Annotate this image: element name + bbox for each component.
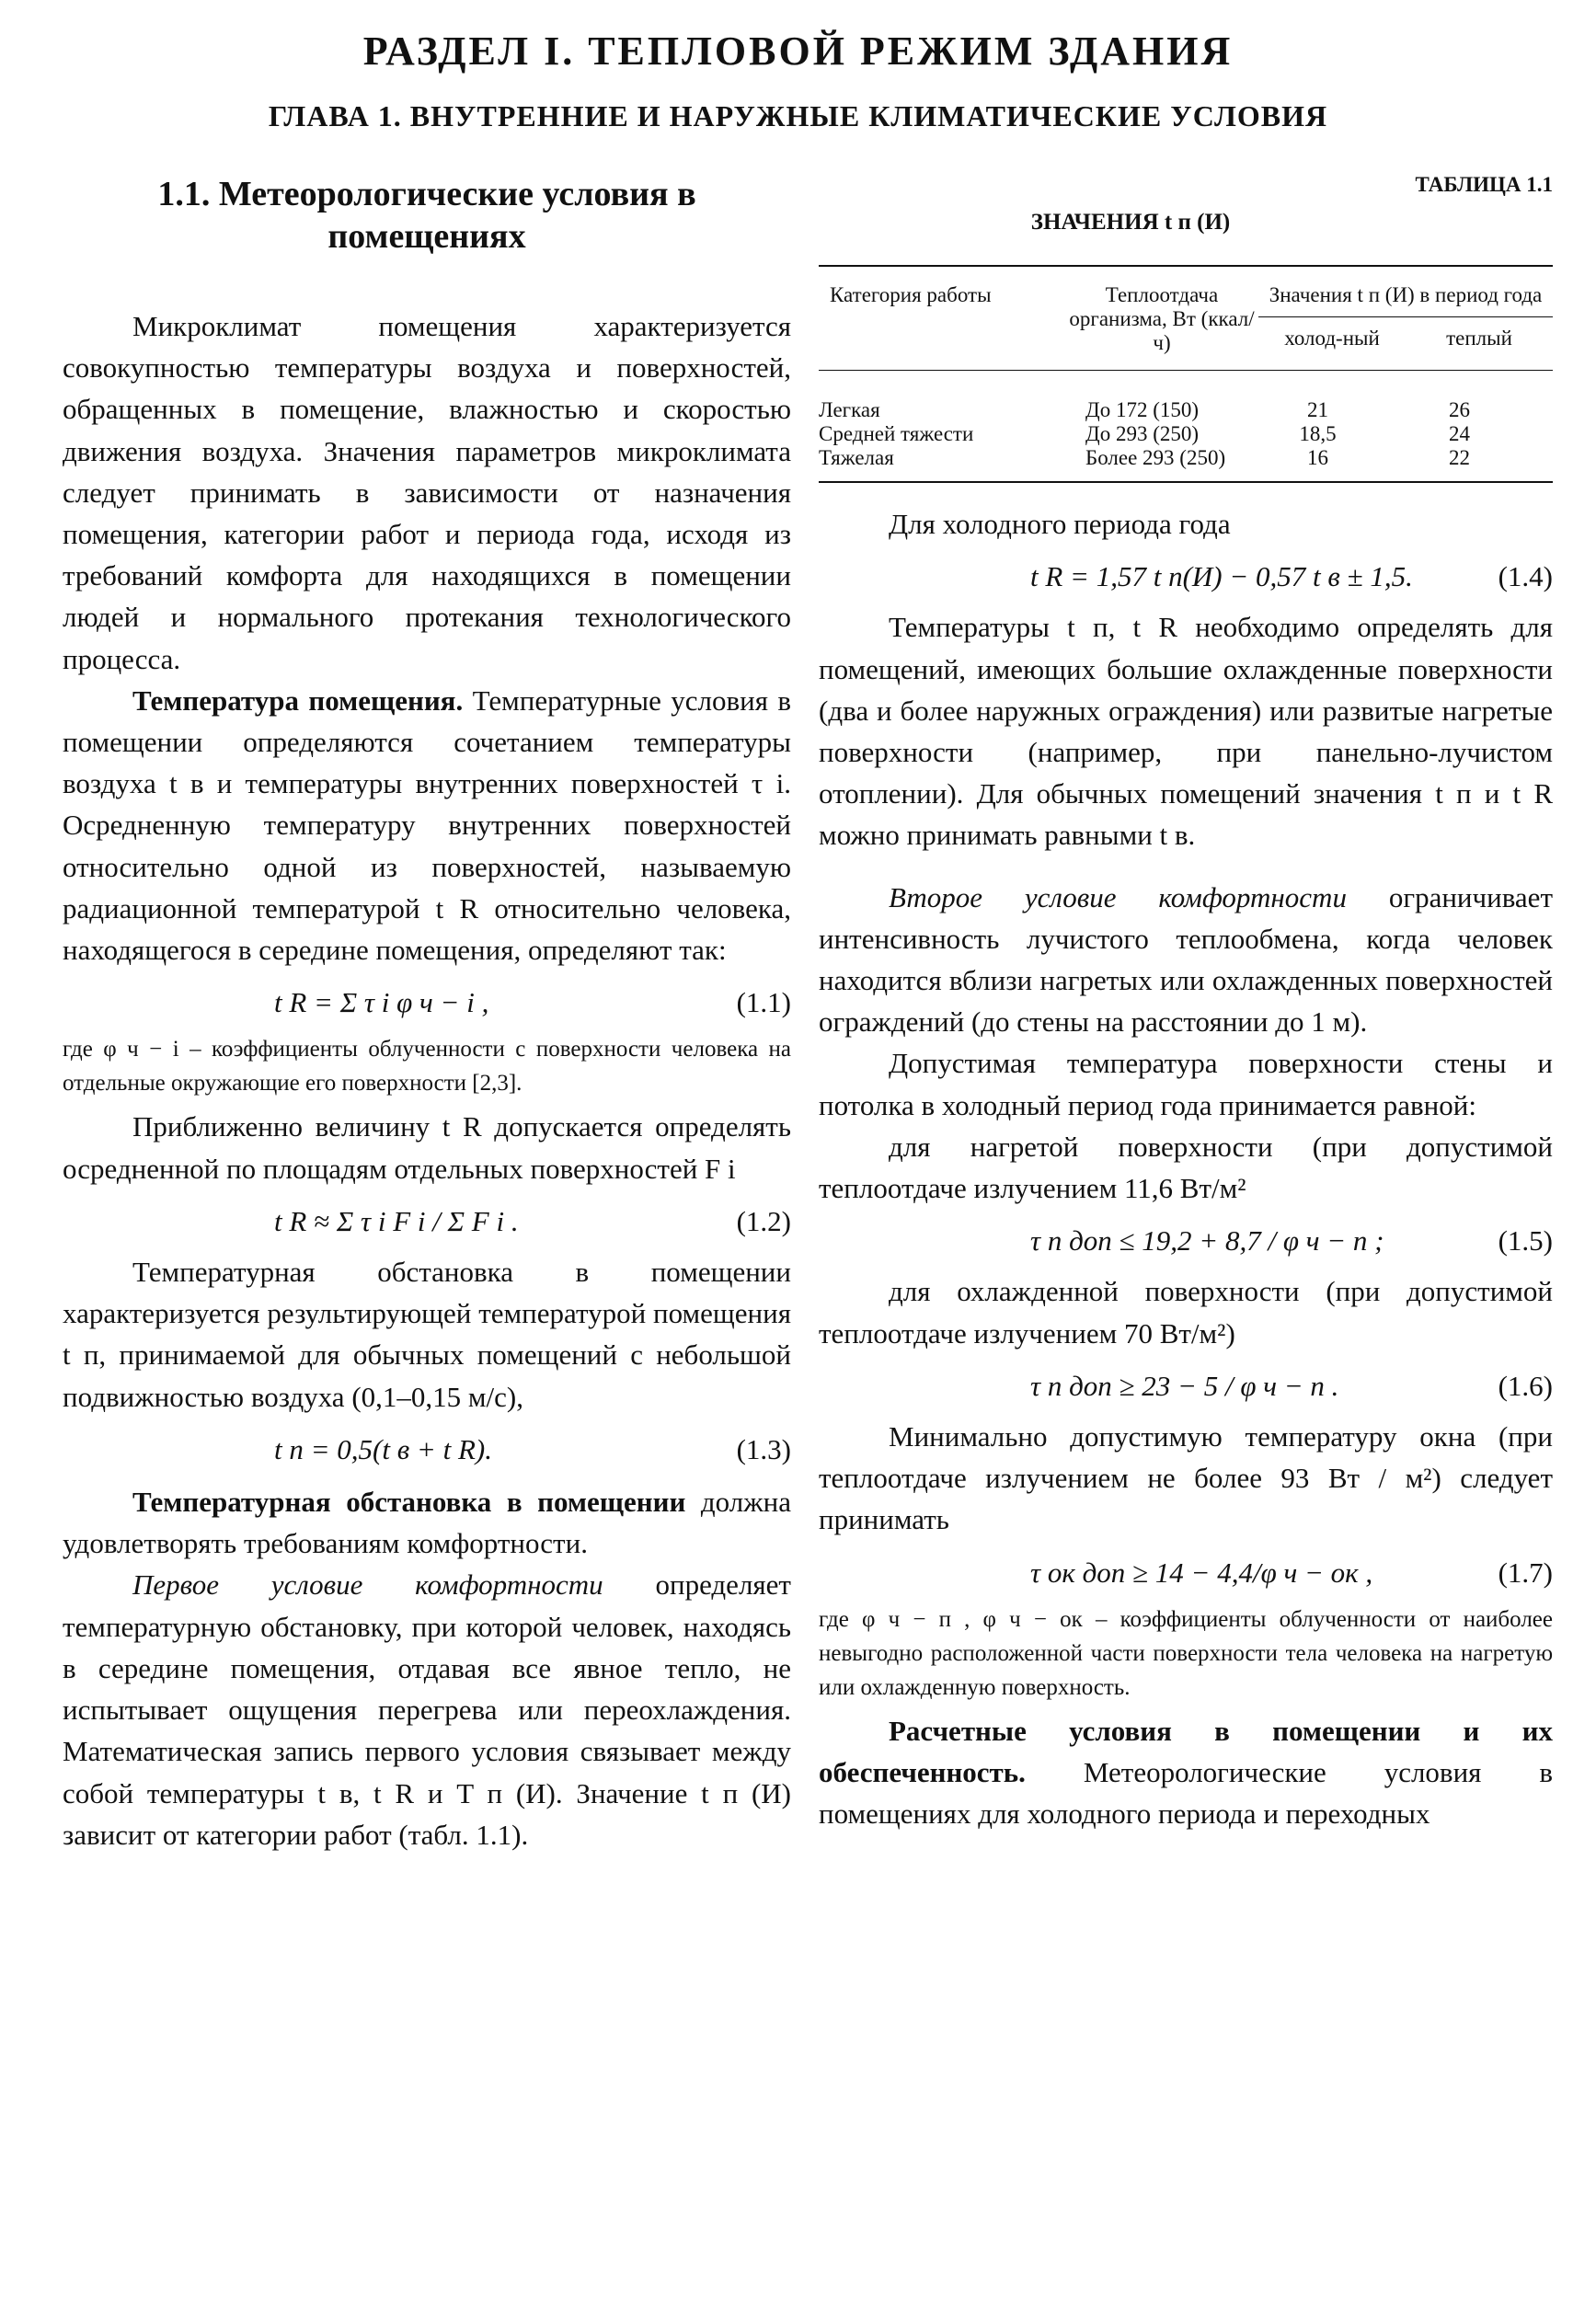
formula-1-7 [819,1552,1553,1593]
formula-1-4 [819,556,1553,597]
spacer [819,856,1553,877]
table-cell-warm: 24 [1449,422,1470,445]
room-temperature-heading: Температура помещения. [132,683,464,717]
comfort-requirement-heading: Температурная обстановка в помещении [132,1486,686,1519]
comfort-requirement-text: должна удовлетворять требованиям комфортности. [63,1486,791,1560]
left-column [63,173,791,1855]
paragraph-temperatures-determination: Температуры t п, t R необходимо определять для помещений, имеющих большие охлажденные поверхности (два и более наружных ограждения) или развитые нагретые поверхности (например, при панельно-лучистом отоплении). Для обычных помещений значения t п и t R можно принимать равными t в. [819,611,1553,852]
paragraph-microclimate: Микроклимат помещения характеризуется совокупностью температуры воздуха и поверхностей, обращенных в помещение, влажностью и скоростью движения воздуха. Значения параметров микроклимата следует принимать в зависимости от назначения помещения, категории работ и периода года, исходя из требований комфорта для находящихся в помещении людей и нормального протекания технологического процесса. [63,310,791,675]
paragraph-allowed-surface-temperature: Допустимая температура поверхности стены и потолка в холодный период года принимается равной: [819,1047,1553,1121]
paragraph-cooled-surface: для охлажденной поверхности (при допустимой теплоотдаче излучением 70 Вт/м²) [819,1275,1553,1349]
first-comfort-condition-heading: Первое условие комфортности [132,1568,603,1602]
table-cell-cold: 18,5 [1299,422,1337,445]
table-header-category: Категория работы [830,283,992,306]
formula-1-1 [63,982,791,1023]
design-conditions-heading: Расчетные условия в помещении и их обеспеченность. [819,1714,1553,1789]
right-column [819,173,1553,1834]
formula-1-3-number: (1.3) [736,1432,791,1465]
formula-1-6-expr: τ п доп ≥ 23 − 5 / φ ч − п . [1030,1369,1339,1402]
table-subheader-warm: теплый [1446,327,1512,350]
room-temperature-text: Температурные условия в помещении определяются сочетанием температуры воздуха t в и температуры внутренних поверхностей τ i. Осредненную температуру внутренних поверхностей относительно одной из поверхностей, называемую радиационной температурой t R относительно человека, находящегося в середине помещения, определяют так: [63,683,792,967]
table-row [819,398,1553,422]
table-cell-category: Средней тяжести [819,422,974,445]
table-header-values-label: Значения t п (И) в период года [1269,283,1543,306]
table-1-1 [819,265,1553,483]
formula-1-7-expr: τ ок доп ≥ 14 − 4,4/φ ч − ок , [1030,1556,1373,1589]
paragraph-cold-period: Для холодного периода года [889,508,1231,540]
formula-1-1-number: (1.1) [736,986,791,1019]
formula-1-6-number: (1.6) [1498,1369,1553,1402]
table-subheader [1258,316,1553,350]
table-cell-cold: 21 [1307,398,1328,421]
table-body [819,371,1553,481]
table-cell-heat: До 172 (150) [1085,398,1200,421]
paragraph-first-comfort-condition [63,1564,791,1855]
note-irradiance-coefficients: где φ ч − i – коэффициенты облученности с поверхности человека на отдельные окружающие его поверхности [2,3]. [63,1037,791,1097]
formula-1-1-expr: t R = Σ τ i φ ч − i , [274,986,489,1019]
table-row [819,422,1553,446]
formula-1-2-number: (1.2) [736,1204,791,1237]
formula-1-5 [819,1220,1553,1261]
paragraph-heated-surface: для нагретой поверхности (при допустимой теплоотдаче излучением 11,6 Вт/м² [819,1130,1553,1205]
table-cell-category: Тяжелая [819,446,894,469]
paragraph-resulting-temperature: Температурная обстановка в помещении характеризуется результирующей температурой помещения t п, принимаемой для обычных помещений с небольшой подвижностью воздуха (0,1–0,15 м/с), [63,1256,791,1413]
formula-1-4-expr: t R = 1,57 t п(И) − 0,57 t в ± 1,5. [1030,560,1413,593]
paragraph-approx-tr: Приближенно величину t R допускается определять осредненной по площадям отдельных поверхностей F i [63,1110,791,1185]
table-row [819,446,1553,470]
formula-1-3-expr: t п = 0,5(t в + t R). [274,1432,492,1465]
formula-1-2 [63,1200,791,1242]
formula-1-4-number: (1.4) [1498,560,1553,593]
table-subheader-cold: холод-ный [1284,327,1380,350]
part-title: РАЗДЕЛ I. ТЕПЛОВОЙ РЕЖИМ ЗДАНИЯ [362,29,1234,74]
table-cell-cold: 16 [1307,446,1328,469]
table-cell-warm: 22 [1449,446,1470,469]
table-caption: ЗНАЧЕНИЯ t п (И) [1030,210,1231,235]
formula-1-2-expr: t R ≈ Σ τ i F i / Σ F i . [274,1204,519,1237]
note-window-coefficients: где φ ч − п , φ ч − ок – коэффициенты облученности от наиболее невыгодно расположенной части поверхности тела человека на нагретую или охлажденную поверхность. [819,1606,1553,1700]
paragraph-window-temperature: Минимально допустимую температуру окна (при теплоотдаче излучением не более 93 Вт / м²) следует принимать [819,1420,1553,1536]
table-header-values [1258,283,1553,355]
section-title: 1.1. Метеорологические условия в помещениях [157,175,696,256]
chapter-title: ГЛАВА 1. ВНУТРЕННИЕ И НАРУЖНЫЕ КЛИМАТИЧЕСКИЕ УСЛОВИЯ [268,99,1328,132]
table-header [819,267,1553,355]
first-comfort-condition-text: определяет температурную обстановку, при которой человек, находясь в середине помещения, отдавая все явное тепло, не испытывает ощущения перегрева или переохлаждения. Математическая запись первого условия связывает между собой температуры t в, t R и T п (И). Значение t п (И) зависит от категории работ (табл. 1.1). [63,1568,791,1851]
formula-1-6 [819,1365,1553,1407]
paragraph-room-temperature [63,680,791,970]
paragraph-second-comfort-condition [819,877,1553,1043]
table-cell-heat: Более 293 (250) [1085,446,1226,469]
second-comfort-condition-heading: Второе условие комфортности [889,880,1347,913]
formula-1-3 [63,1429,791,1470]
table-cell-category: Легкая [819,398,880,421]
table-header-heat: Теплоотдача организма, Вт (ккал/ч) [1069,283,1255,354]
second-comfort-condition-text: ограничивает интенсивность лучистого теплообмена, когда человек находится вблизи нагретых или охлажденных поверхностей ограждений (до стены на расстоянии до 1 м). [819,880,1553,1039]
table-cell-warm: 26 [1449,398,1470,421]
table-cell-heat: До 293 (250) [1085,422,1200,445]
table-label: ТАБЛИЦА 1.1 [1415,173,1553,196]
paragraph-design-conditions [819,1710,1553,1835]
formula-1-7-number: (1.7) [1498,1556,1553,1589]
formula-1-5-expr: τ п доп ≤ 19,2 + 8,7 / φ ч − п ; [1030,1224,1384,1258]
spacer [819,483,1553,503]
paragraph-comfort-requirement [63,1481,791,1564]
formula-1-5-number: (1.5) [1498,1224,1553,1258]
design-conditions-text: Метеорологические условия в помещениях для холодного периода и переходных [819,1756,1553,1831]
